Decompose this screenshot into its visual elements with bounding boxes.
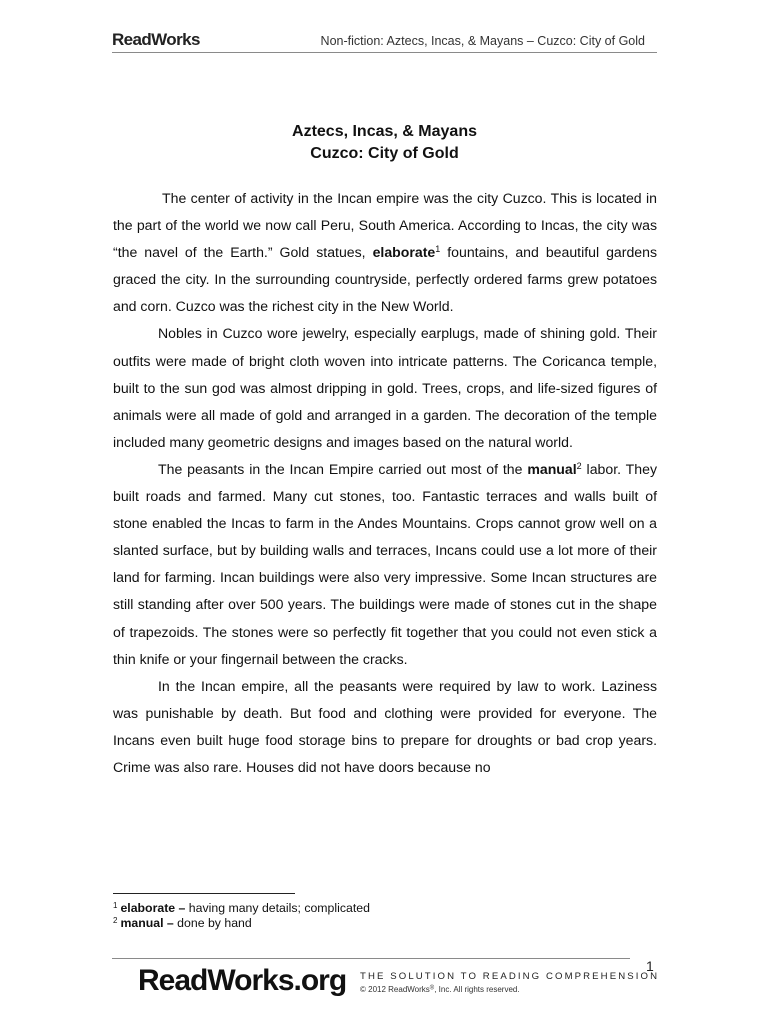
footer-divider — [112, 958, 630, 959]
page-header — [112, 28, 657, 53]
footer-tagline: THE SOLUTION TO READING COMPREHENSION — [360, 971, 660, 982]
footnote-ref-2: 2 — [576, 461, 582, 471]
paragraph-4: In the Incan empire, all the peasants were required by law to work. Laziness was punishable by death. But food and clothing were provided for everyone. The Incans even built huge food storage bins to prepare for droughts or bad crop years. Crime was also rare. Houses did not have doors because no — [113, 677, 657, 775]
readworks-org-logo: ReadWorks.org — [138, 964, 347, 997]
paragraph-2: Nobles in Cuzco wore jewelry, especially earplugs, made of shining gold. Their outfits were made of bright cloth woven into intricate patterns. The Coricanca temple, built to the sun god was almost dripping in gold. Trees, crops, and life-sized figures of animals were all made of gold and arranged in a garden. The decoration of the temple included many geometric designs and images based on the natural world. — [113, 325, 657, 450]
footnote-divider — [113, 893, 295, 894]
readworks-logo: ReadWorks — [112, 30, 200, 49]
article-body — [113, 185, 657, 781]
paragraph-3-text-a: The peasants in the Incan Empire carried out most of the — [158, 460, 528, 477]
footnote-ref-1: 1 — [435, 244, 441, 255]
footnote-definition: having many details; complicated — [185, 901, 370, 915]
footnote-term: elaborate – — [120, 901, 186, 915]
footnote-2 — [113, 916, 370, 931]
footnote-number: 2 — [113, 916, 118, 926]
footnote-1 — [113, 901, 370, 916]
footnotes — [113, 901, 370, 931]
title-line-2: Cuzco: City of Gold — [310, 145, 459, 162]
copyright-notice — [360, 985, 520, 994]
paragraph-3 — [113, 456, 657, 673]
footnote-number: 1 — [113, 901, 118, 911]
registered-mark: ® — [429, 985, 435, 992]
vocab-word-manual: manual — [527, 460, 577, 477]
paragraph-1 — [113, 185, 657, 320]
title-line-1: Aztecs, Incas, & Mayans — [292, 123, 477, 140]
copyright-text-b: , Inc. All rights reserved. — [434, 985, 520, 994]
paragraph-1-text-a: The center of activity in the Incan empire was the city Cuzco. This is located in the part of the world we now call Peru, South America. According to Incas, the city was “the navel of the Earth.” Gold statues, — [113, 190, 657, 261]
document-breadcrumb: Non-fiction: Aztecs, Incas, & Mayans – Cuzco: City of Gold — [320, 34, 645, 48]
paragraph-3-text-b: labor. They built roads and farmed. Many cut stones, too. Fantastic terraces and walls built of stone enabled the Incas to farm in the Andes Mountains. Crops cannot grow well on a slanted surface, but by building walls and terraces, Incans could use a lot more of their land for farming. Incan buildings were also very impressive. Some Incan structures are still standing after over 500 years. The buildings were made of stones cut in the shape of trapezoids. The stones were so perfectly fit together that you could not even stick a thin knife or your fingernail between the cracks. — [113, 460, 657, 667]
copyright-text-a: © 2012 ReadWorks — [360, 985, 430, 994]
document-title — [112, 121, 657, 165]
page-number: 1 — [646, 958, 654, 974]
footnote-term: manual – — [120, 916, 174, 930]
footnote-definition: done by hand — [173, 916, 252, 930]
vocab-word-elaborate: elaborate — [372, 244, 436, 261]
paragraph-1-text-b: fountains, and beautiful gardens graced the city. In the surrounding countryside, perfectly ordered farms grew potatoes and corn. Cuzco was the richest city in the New World. — [113, 244, 658, 315]
